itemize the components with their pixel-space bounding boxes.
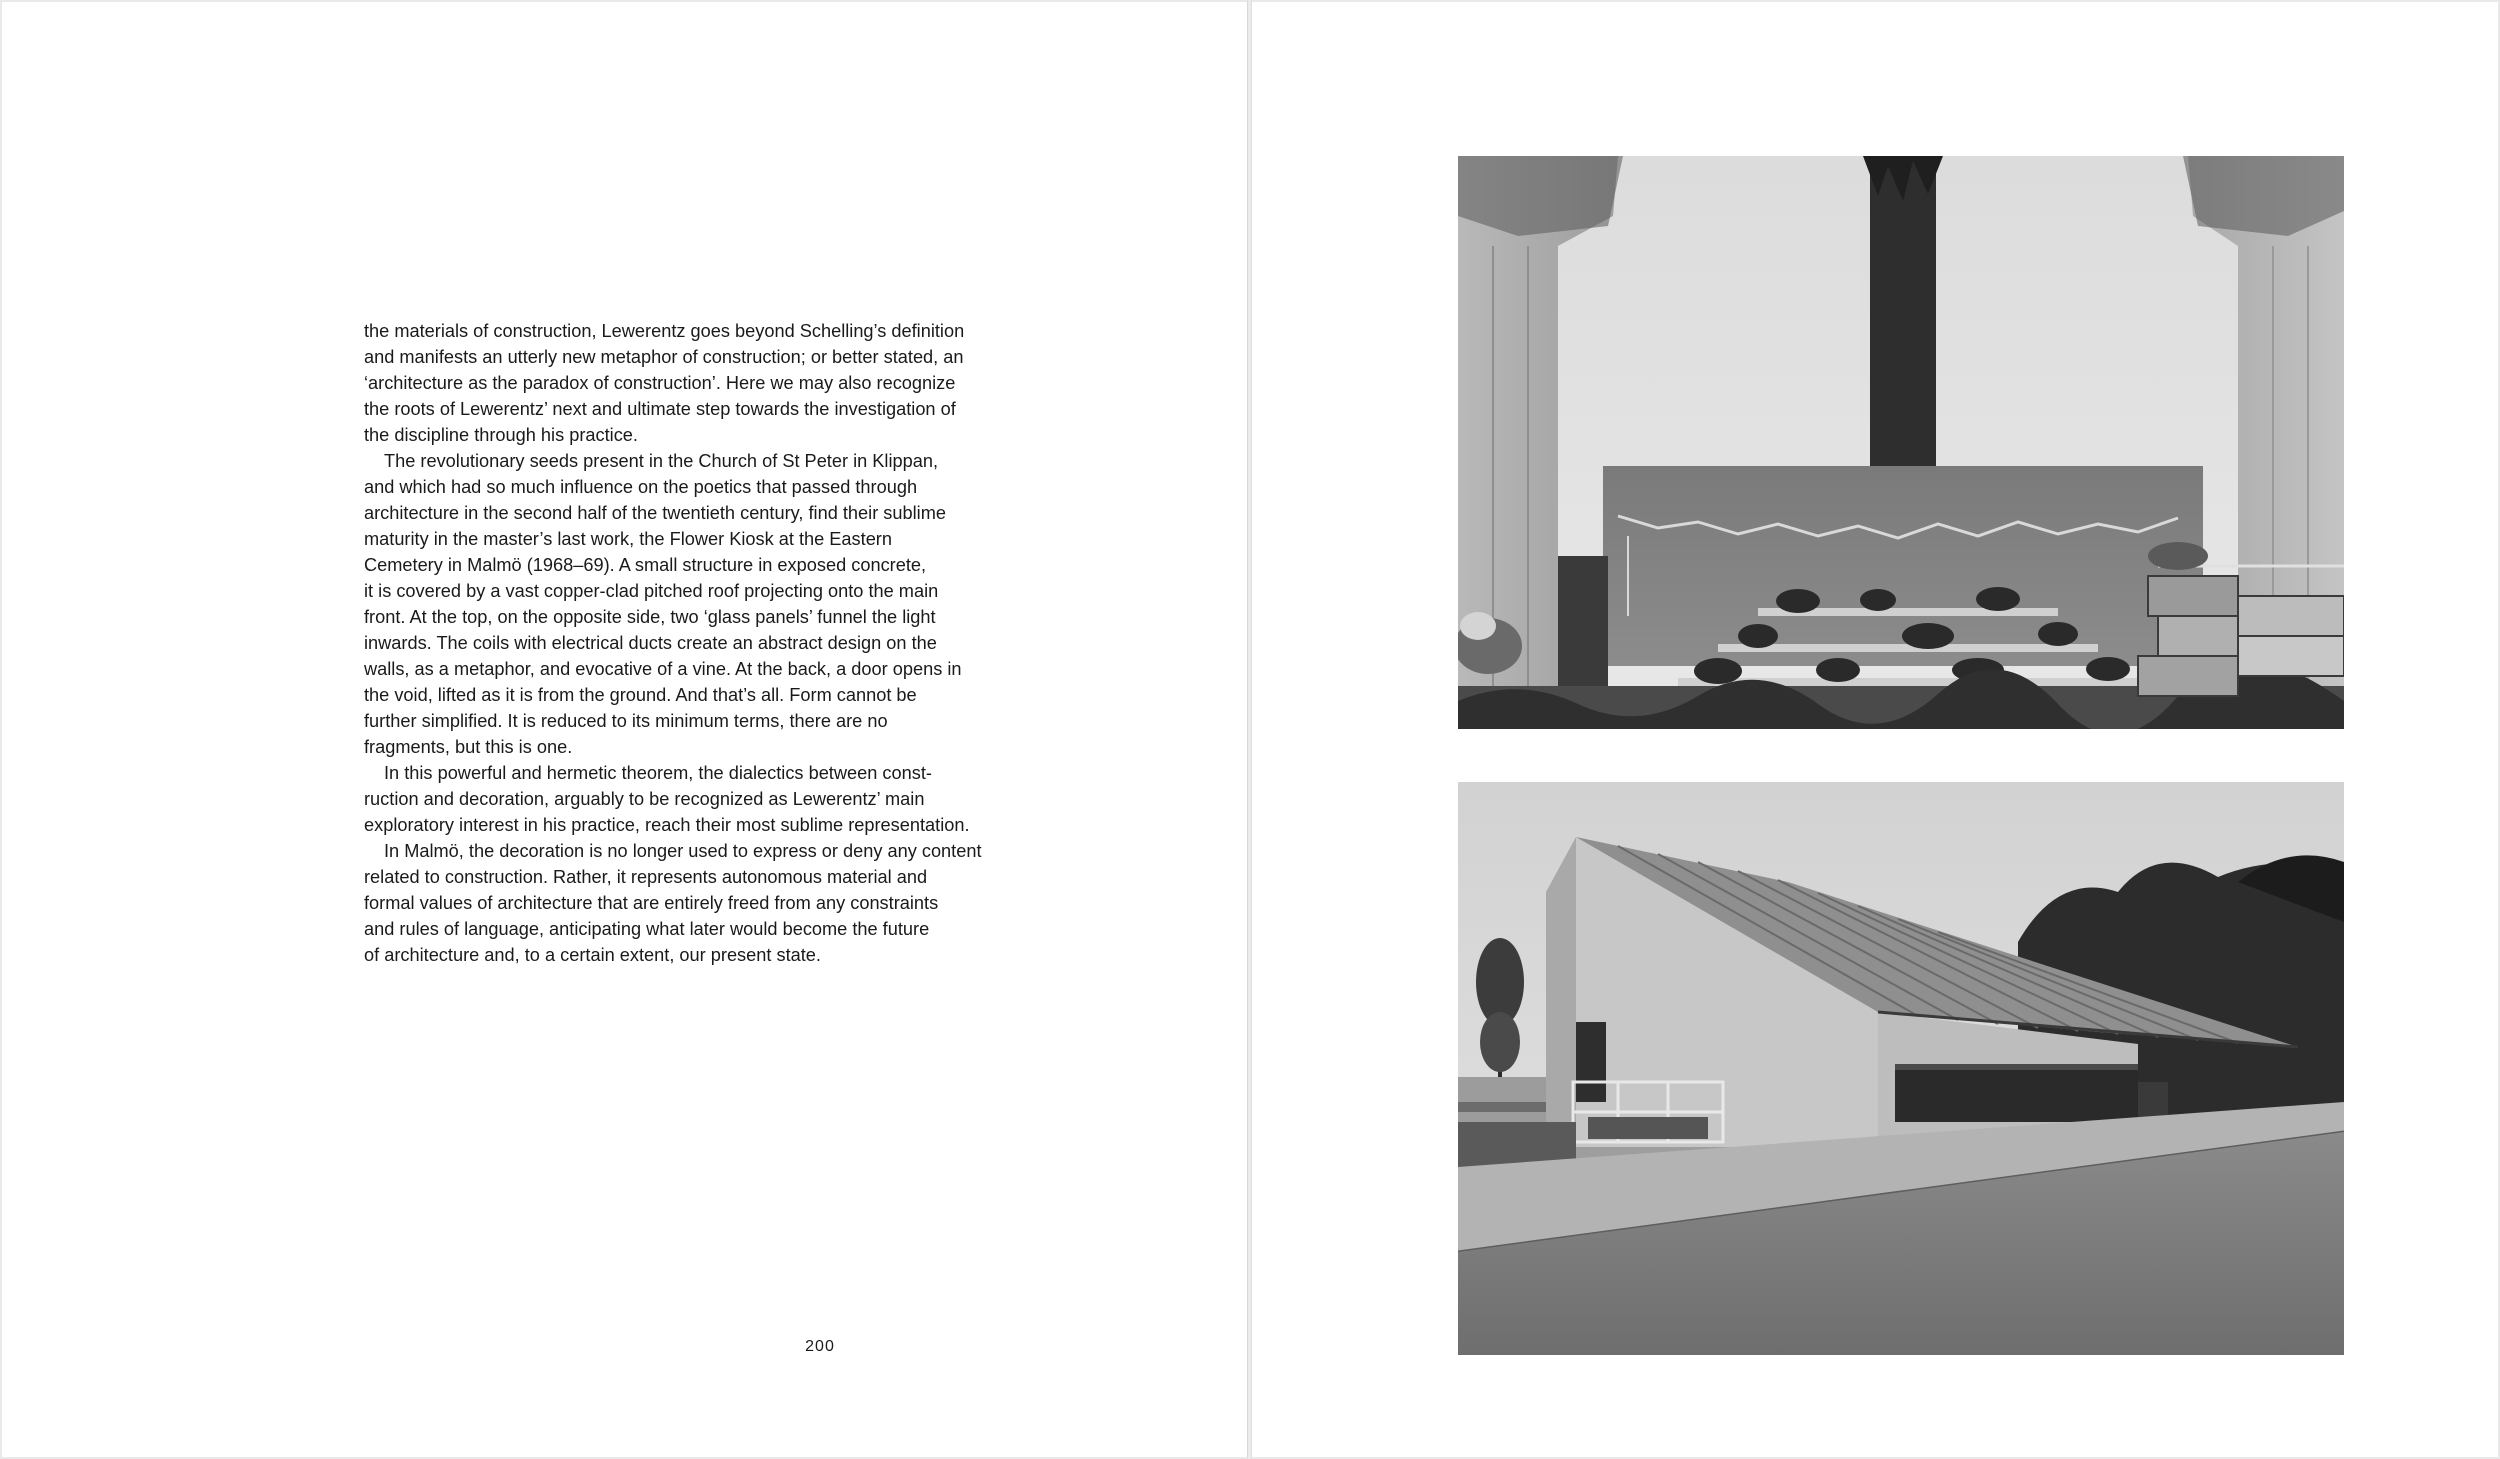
text-line: walls, as a metaphor, and evocative of a vine. At the back, a door opens in (364, 659, 962, 679)
photo-kiosk-interior-image (1458, 156, 2344, 729)
photo-kiosk-exterior (1458, 782, 2344, 1355)
left-page (2, 2, 1248, 1457)
text-line: inwards. The coils with electrical ducts create an abstract design on the (364, 633, 937, 653)
text-line-indented: The revolutionary seeds present in the Church of St Peter in Klippan, (384, 451, 939, 471)
text-line: ruction and decoration, arguably to be recognized as Lewerentz’ main (364, 789, 925, 809)
text-line: of architecture and, to a certain extent, our present state. (364, 945, 821, 965)
text-line: Cemetery in Malmö (1968–69). A small structure in exposed concrete, (364, 555, 927, 575)
photo-kiosk-exterior-image (1458, 782, 2344, 1355)
text-line: and which had so much influence on the poetics that passed through (364, 477, 918, 497)
text-line: maturity in the master’s last work, the Flower Kiosk at the Eastern (364, 529, 892, 549)
text-line: further simplified. It is reduced to its minimum terms, there are no (364, 711, 888, 731)
body-text (364, 318, 1004, 968)
text-line: and rules of language, anticipating what later would become the future (364, 919, 930, 939)
text-line: the void, lifted as it is from the ground. And that’s all. Form cannot be (364, 685, 917, 705)
text-line: formal values of architecture that are entirely freed from any constraints (364, 893, 939, 913)
text-line: and manifests an utterly new metaphor of construction; or better stated, an (364, 347, 964, 367)
text-line: the materials of construction, Lewerentz goes beyond Schelling’s definition (364, 321, 965, 341)
text-line: front. At the top, on the opposite side, two ‘glass panels’ funnel the light (364, 607, 936, 627)
text-line: the discipline through his practice. (364, 425, 638, 445)
page-number: 200 (805, 1338, 835, 1355)
text-line: fragments, but this is one. (364, 737, 573, 757)
text-line: architecture in the second half of the twentieth century, find their sublime (364, 503, 946, 523)
text-line: related to construction. Rather, it represents autonomous material and (364, 867, 928, 887)
text-line: it is covered by a vast copper-clad pitched roof projecting onto the main (364, 581, 939, 601)
text-line: the roots of Lewerentz’ next and ultimate step towards the investigation of (364, 399, 956, 419)
text-line-indented: In Malmö, the decoration is no longer used to express or deny any content (384, 841, 982, 861)
text-line-indented: In this powerful and hermetic theorem, the dialectics between const- (384, 763, 932, 783)
text-line: ‘architecture as the paradox of construction’. Here we may also recognize (364, 373, 956, 393)
text-line: exploratory interest in his practice, reach their most sublime representation. (364, 815, 970, 835)
photo-kiosk-interior (1458, 156, 2344, 729)
